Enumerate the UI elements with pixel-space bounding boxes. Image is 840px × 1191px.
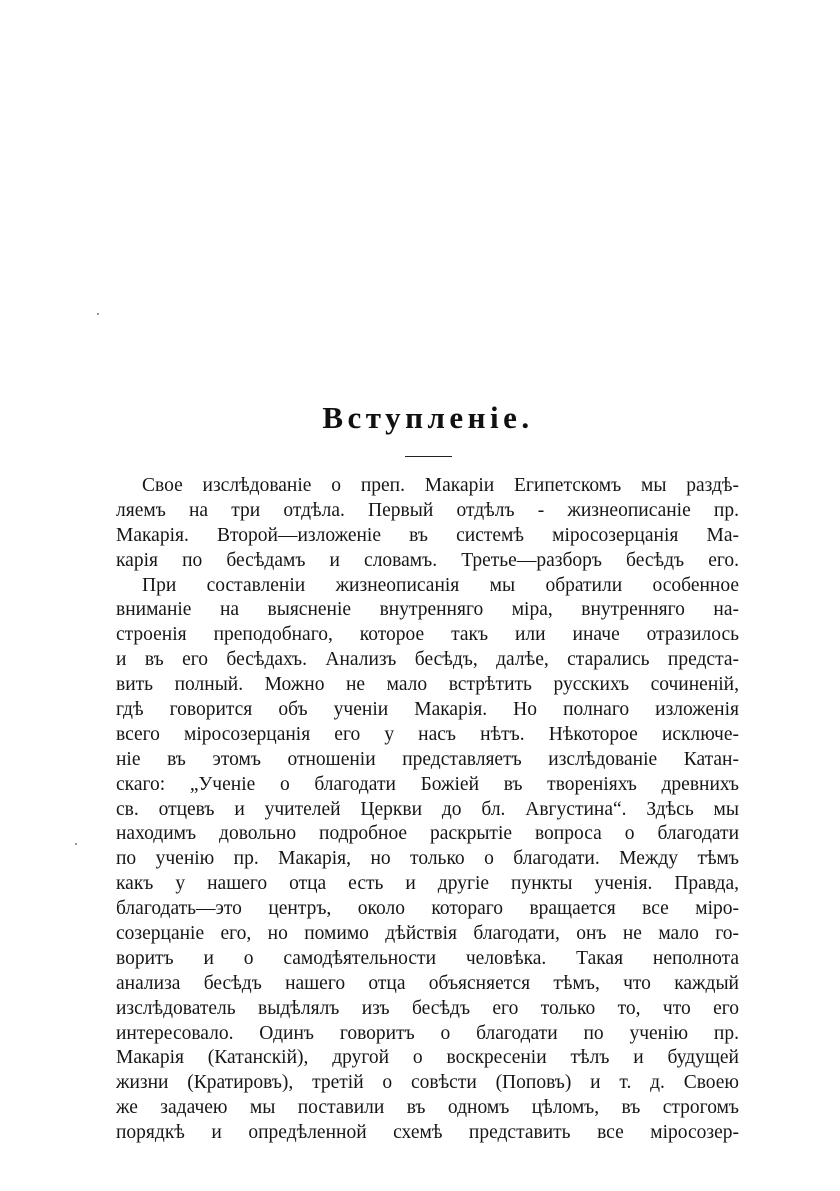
text-line: всего міросозерцанія его у насъ нѣтъ. Нѣкоторое исключе-: [116, 723, 739, 745]
text-line: воритъ и о самодѣятельности человѣка. Такая неполнота: [116, 947, 739, 969]
chapter-title: Вступленіе.: [322, 400, 534, 435]
text-line: карія по бесѣдамъ и словамъ. Третье—разборъ бесѣдъ его.: [116, 549, 739, 571]
title-underline-rule: [405, 456, 452, 457]
text-line: порядкѣ и опредѣленной схемѣ представить все міросозер-: [116, 1122, 739, 1144]
text-line: благодать—это центръ, около котораго вращается все міро-: [116, 898, 739, 920]
text-line: интересовало. Одинъ говоритъ о благодати по ученію пр.: [116, 1022, 739, 1044]
paper-speck: [75, 843, 77, 845]
text-line: св. отцевъ и учителей Церкви до бл. Августина“. Здѣсь мы: [116, 798, 739, 820]
text-line: гдѣ говорится объ ученіи Макарія. Но полнаго изложенія: [116, 699, 739, 721]
text-line: Макарія. Второй—изложеніе въ системѣ міросозерцанія Ма-: [116, 524, 739, 546]
text-line: изслѣдователь выдѣлялъ изъ бесѣдъ его только то, что его: [116, 997, 739, 1019]
text-line: скаго: „Ученіе о благодати Божіей въ твореніяхъ древнихъ: [116, 773, 739, 795]
text-line: При составленіи жизнеописанія мы обратили особенное: [142, 574, 739, 596]
text-line: анализа бесѣдъ нашего отца объясняется тѣмъ, что каждый: [116, 972, 739, 994]
text-line: созерцаніе его, но помимо дѣйствія благодати, онъ не мало го-: [116, 923, 739, 945]
text-line: какъ у нашего отца есть и другіе пункты ученія. Правда,: [116, 873, 739, 895]
text-line: жизни (Кратировъ), третій о совѣсти (Поповъ) и т. д. Своею: [116, 1072, 739, 1094]
text-line: строенія преподобнаго, которое такъ или иначе отразилось: [116, 624, 739, 646]
text-line: Макарія (Катанскій), другой о воскресеніи тѣлъ и будущей: [116, 1047, 739, 1069]
text-line: же задачею мы поставили въ одномъ цѣломъ, въ строгомъ: [116, 1097, 739, 1119]
text-line: вить полный. Можно не мало встрѣтить русскихъ сочиненій,: [116, 674, 739, 696]
body-text: [116, 474, 739, 1146]
text-line: ніе въ этомъ отношеніи представляетъ изслѣдованіе Катан-: [116, 748, 739, 770]
text-line: Свое изслѣдованіе о преп. Макаріи Египетскомъ мы раздѣ-: [142, 475, 739, 496]
text-line: и въ его бесѣдахъ. Анализъ бесѣдъ, далѣе, старались предста-: [116, 649, 739, 671]
text-line: по ученію пр. Макарія, но только о благодати. Между тѣмъ: [116, 848, 739, 870]
paper-speck: [97, 313, 99, 315]
text-line: находимъ довольно подробное раскрытіе вопроса о благодати: [116, 823, 739, 845]
text-line: вниманіе на выясненіе внутренняго міра, внутренняго на-: [116, 599, 739, 621]
text-line: ляемъ на три отдѣла. Первый отдѣлъ - жизнеописаніе пр.: [116, 499, 739, 521]
